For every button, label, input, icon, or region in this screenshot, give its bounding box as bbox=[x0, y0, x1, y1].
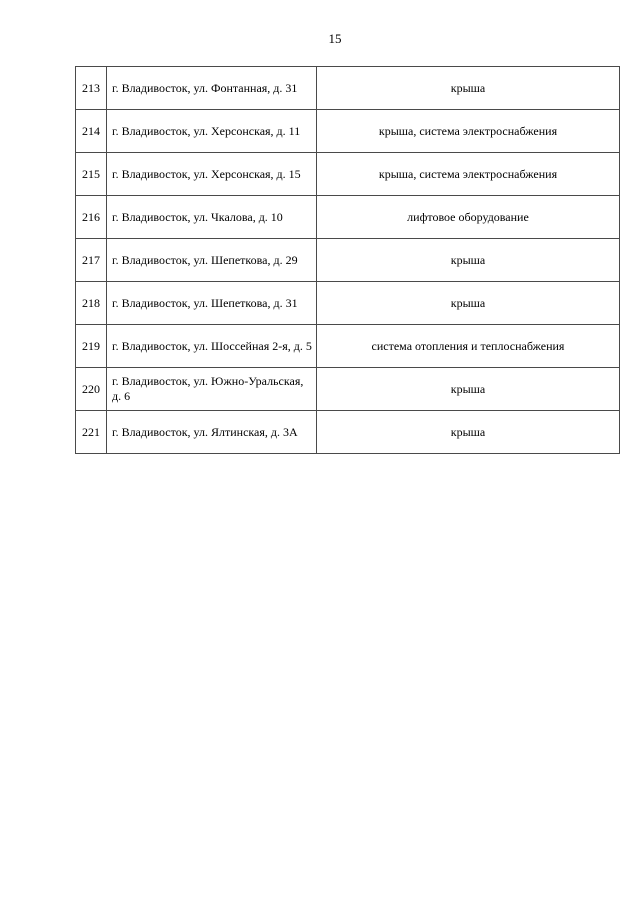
address-cell: г. Владивосток, ул. Шепеткова, д. 31 bbox=[107, 282, 317, 325]
address-cell: г. Владивосток, ул. Фонтанная, д. 31 bbox=[107, 67, 317, 110]
address-cell: г. Владивосток, ул. Шепеткова, д. 29 bbox=[107, 239, 317, 282]
work-type-cell: система отопления и теплоснабжения bbox=[317, 325, 620, 368]
work-type-cell: лифтовое оборудование bbox=[317, 196, 620, 239]
row-number-cell: 220 bbox=[76, 368, 107, 411]
work-type-cell: крыша bbox=[317, 411, 620, 454]
row-number-cell: 219 bbox=[76, 325, 107, 368]
row-number-cell: 217 bbox=[76, 239, 107, 282]
page-number: 15 bbox=[328, 31, 342, 46]
address-cell: г. Владивосток, ул. Шоссейная 2-я, д. 5 bbox=[107, 325, 317, 368]
address-cell: г. Владивосток, ул. Чкалова, д. 10 bbox=[107, 196, 317, 239]
table-row bbox=[76, 153, 620, 196]
work-type-cell: крыша, система электроснабжения bbox=[317, 110, 620, 153]
address-cell: г. Владивосток, ул. Херсонская, д. 15 bbox=[107, 153, 317, 196]
table-row bbox=[76, 325, 620, 368]
building-works-table bbox=[75, 66, 620, 454]
row-number-cell: 216 bbox=[76, 196, 107, 239]
work-type-cell: крыша bbox=[317, 368, 620, 411]
table-row bbox=[76, 67, 620, 110]
row-number-cell: 215 bbox=[76, 153, 107, 196]
work-type-cell: крыша bbox=[317, 239, 620, 282]
table-row bbox=[76, 282, 620, 325]
table-row bbox=[76, 411, 620, 454]
work-type-cell: крыша bbox=[317, 282, 620, 325]
table-row bbox=[76, 239, 620, 282]
work-type-cell: крыша, система электроснабжения bbox=[317, 153, 620, 196]
row-number-cell: 214 bbox=[76, 110, 107, 153]
address-cell: г. Владивосток, ул. Херсонская, д. 11 bbox=[107, 110, 317, 153]
table-row bbox=[76, 368, 620, 411]
address-cell: г. Владивосток, ул. Ялтинская, д. 3А bbox=[107, 411, 317, 454]
row-number-cell: 221 bbox=[76, 411, 107, 454]
row-number-cell: 218 bbox=[76, 282, 107, 325]
row-number-cell: 213 bbox=[76, 67, 107, 110]
table-row bbox=[76, 196, 620, 239]
table-row bbox=[76, 110, 620, 153]
address-cell: г. Владивосток, ул. Южно-Уральская, д. 6 bbox=[107, 368, 317, 411]
work-type-cell: крыша bbox=[317, 67, 620, 110]
